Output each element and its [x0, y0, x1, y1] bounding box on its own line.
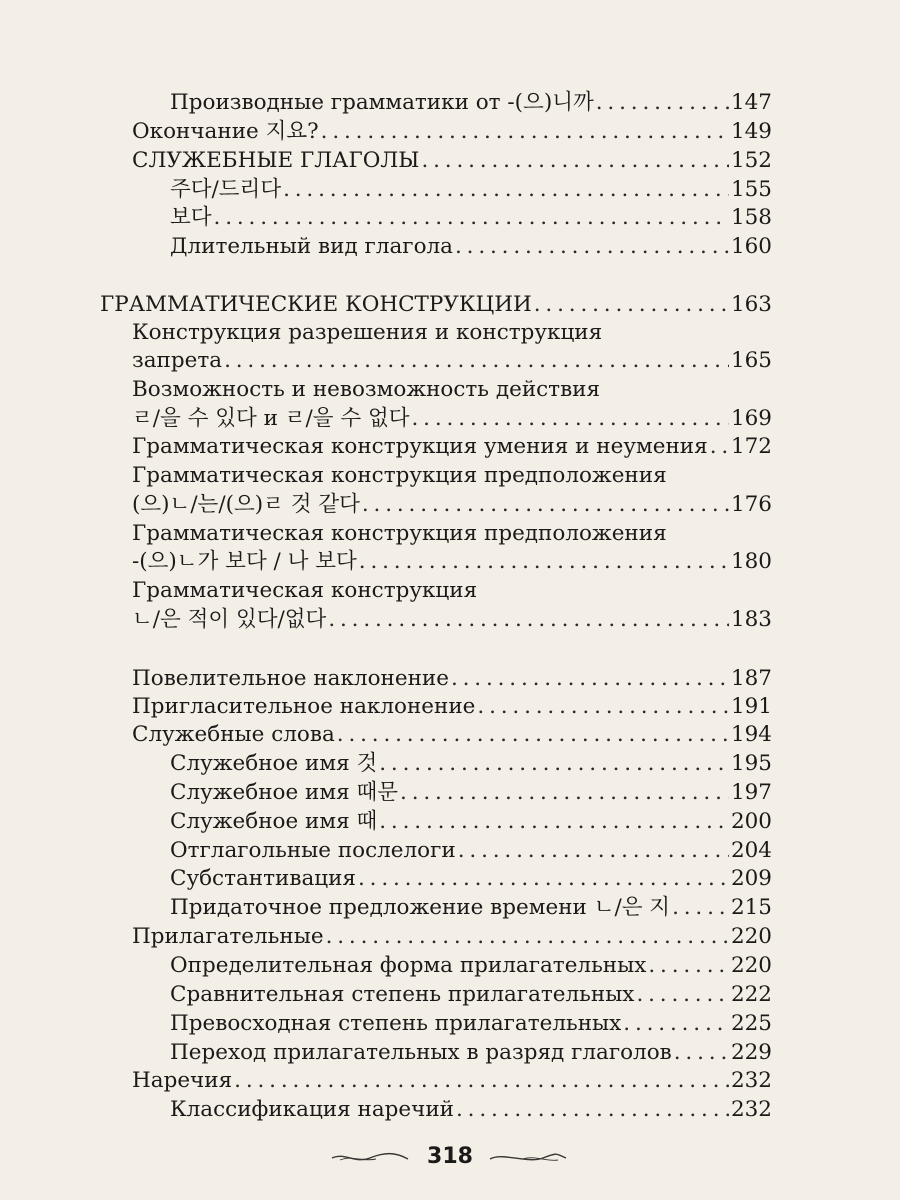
toc-entry-title: Отглагольные послелоги — [170, 838, 456, 863]
dot-leader — [234, 1066, 729, 1096]
toc-entry-title: 주다/드리다 — [170, 177, 282, 202]
toc-entry — [0, 1066, 900, 1096]
toc-entry-page: 152 — [730, 148, 772, 173]
toc-entry-page: 176 — [730, 492, 772, 517]
toc-entry-page: 149 — [730, 119, 772, 144]
toc-entry-title: Субстантивация — [170, 866, 356, 891]
toc-entry-title: -(으)ㄴ가 보다 / 나 보다 — [132, 549, 357, 574]
toc-entry-page: 165 — [730, 348, 772, 373]
page-number: 318 — [427, 1144, 473, 1169]
dot-leader — [648, 951, 729, 981]
right-flourish-icon — [488, 1150, 568, 1166]
toc-entry-title: Служебное имя 것 — [170, 751, 378, 776]
dot-leader — [710, 432, 729, 462]
toc-entry — [0, 807, 900, 837]
dot-leader — [672, 893, 729, 923]
toc-entry — [0, 318, 900, 348]
toc-entry-title: Длительный вид глагола — [170, 234, 453, 259]
page-footer — [0, 1140, 900, 1180]
toc-entry — [0, 576, 900, 606]
toc-entry — [0, 864, 900, 894]
toc-entry-page: 158 — [730, 205, 772, 230]
dot-leader — [451, 664, 729, 694]
toc-entry-title: Прилагательные — [132, 924, 324, 949]
dot-leader — [458, 836, 729, 866]
toc-entry-page: 187 — [730, 666, 772, 691]
toc-entry-title: Грамматическая конструкция — [132, 578, 478, 603]
dot-leader — [636, 980, 729, 1010]
dot-leader — [328, 605, 729, 635]
dot-leader — [214, 203, 729, 233]
toc-entry-title: Возможность и невозможность действия — [132, 377, 601, 402]
toc-entry — [0, 404, 900, 434]
dot-leader — [623, 1009, 729, 1039]
toc-entry — [0, 290, 900, 320]
toc-entry-title: Служебные слова — [132, 722, 335, 747]
dot-leader — [359, 547, 729, 577]
toc-entry — [0, 836, 900, 866]
dot-leader — [283, 175, 729, 205]
toc-entry — [0, 664, 900, 694]
dot-leader — [379, 749, 729, 779]
toc-entry — [0, 461, 900, 491]
toc-entry — [0, 980, 900, 1010]
dot-leader — [337, 720, 729, 750]
dot-leader — [534, 290, 729, 320]
toc-entry-page: 209 — [730, 866, 772, 891]
dot-leader — [400, 778, 729, 808]
toc-entry-title: Переход прилагательных в разряд глаголов — [170, 1040, 672, 1065]
toc-entry — [0, 203, 900, 233]
toc-entry-page: 195 — [730, 751, 772, 776]
toc-entry-title: Производные грамматики от -(으)니까 — [170, 90, 594, 115]
dot-leader — [596, 88, 729, 118]
toc-entry-title: Служебное имя 때 — [170, 809, 378, 834]
toc-entry-title: 보다 — [170, 205, 212, 230]
toc-entry-page: 160 — [730, 234, 772, 259]
dot-leader — [421, 146, 729, 176]
toc-entry-title: запрета — [132, 348, 223, 373]
toc-entry-title: (으)ㄴ/는/(으)ㄹ 것 같다 — [132, 492, 360, 517]
toc-entry-title: Пригласительное наклонение — [132, 694, 476, 719]
dot-leader — [224, 346, 729, 376]
toc-entry — [0, 88, 900, 118]
toc-entry — [0, 1038, 900, 1068]
dot-leader — [456, 1095, 729, 1125]
toc-entry-page: 220 — [730, 953, 772, 978]
toc-entry-page: 220 — [730, 924, 772, 949]
toc-entry-page: 163 — [730, 292, 772, 317]
dot-leader — [379, 807, 729, 837]
toc-entry-title: ㄹ/을 수 있다 и ㄹ/을 수 없다 — [132, 406, 410, 431]
toc-entry-page: 172 — [730, 434, 772, 459]
toc-entry-title: Грамматическая конструкция умения и неумения — [132, 434, 708, 459]
toc-entry-page: 229 — [730, 1040, 772, 1065]
toc-entry-title: ㄴ/은 적이 있다/없다 — [132, 607, 327, 632]
toc-entry — [0, 346, 900, 376]
toc-entry-title: Служебное имя 때문 — [170, 780, 399, 805]
toc-entry — [0, 1009, 900, 1039]
toc-entry — [0, 375, 900, 405]
toc-entry-page: 204 — [730, 838, 772, 863]
toc-entry-title: СЛУЖЕБНЫЕ ГЛАГОЛЫ — [132, 148, 420, 173]
toc-entry-title: Определительная форма прилагательных — [170, 953, 647, 978]
toc-entry-page: 183 — [730, 607, 772, 632]
dot-leader — [358, 864, 729, 894]
toc-entry-page: 222 — [730, 982, 772, 1007]
toc-entry-title: ГРАММАТИЧЕСКИЕ КОНСТРУКЦИИ — [100, 292, 532, 317]
toc-entry — [0, 232, 900, 262]
dot-leader — [674, 1038, 729, 1068]
toc-entry-page: 155 — [730, 177, 772, 202]
toc-entry-page: 232 — [730, 1068, 772, 1093]
toc-entry-page: 215 — [730, 895, 772, 920]
toc-entry-page: 194 — [730, 722, 772, 747]
dot-leader — [455, 232, 729, 262]
toc-entry-page: 225 — [730, 1011, 772, 1036]
toc-entry — [0, 146, 900, 176]
toc-entry — [0, 519, 900, 549]
toc-entry-title: Конструкция разрешения и конструкция — [132, 320, 603, 345]
toc-entry — [0, 893, 900, 923]
toc-entry-title: Придаточное предложение времени ㄴ/은 지 — [170, 895, 671, 920]
toc-entry-title: Грамматическая конструкция предположения — [132, 463, 667, 488]
toc-entry-title: Наречия — [132, 1068, 233, 1093]
toc-entry-title: Повелительное наклонение — [132, 666, 449, 691]
toc-entry — [0, 692, 900, 722]
toc-entry-title: Окончание 지요? — [132, 119, 319, 144]
toc-entry — [0, 432, 900, 462]
toc-entry — [0, 490, 900, 520]
toc-entry — [0, 951, 900, 981]
toc-entry — [0, 749, 900, 779]
toc-entry-title: Превосходная степень прилагательных — [170, 1011, 622, 1036]
toc-entry — [0, 547, 900, 577]
toc-entry — [0, 1095, 900, 1125]
toc-entry-page: 191 — [730, 694, 772, 719]
toc-entry-page: 200 — [730, 809, 772, 834]
toc-entry-title: Классификация наречий — [170, 1097, 455, 1122]
toc-entry — [0, 605, 900, 635]
toc-entry-page: 232 — [730, 1097, 772, 1122]
toc-entry — [0, 922, 900, 952]
dot-leader — [477, 692, 729, 722]
dot-leader — [326, 922, 729, 952]
toc-entry — [0, 778, 900, 808]
toc-entry — [0, 175, 900, 205]
toc-entry-title: Сравнительная степень прилагательных — [170, 982, 635, 1007]
toc-entry-title: Грамматическая конструкция предположения — [132, 521, 667, 546]
toc-entry-page: 147 — [730, 90, 772, 115]
toc-entry — [0, 117, 900, 147]
toc-entry-page: 197 — [730, 780, 772, 805]
toc-entry-page: 180 — [730, 549, 772, 574]
toc-entry — [0, 720, 900, 750]
dot-leader — [362, 490, 729, 520]
toc-entry-page: 169 — [730, 406, 772, 431]
dot-leader — [321, 117, 729, 147]
dot-leader — [412, 404, 729, 434]
